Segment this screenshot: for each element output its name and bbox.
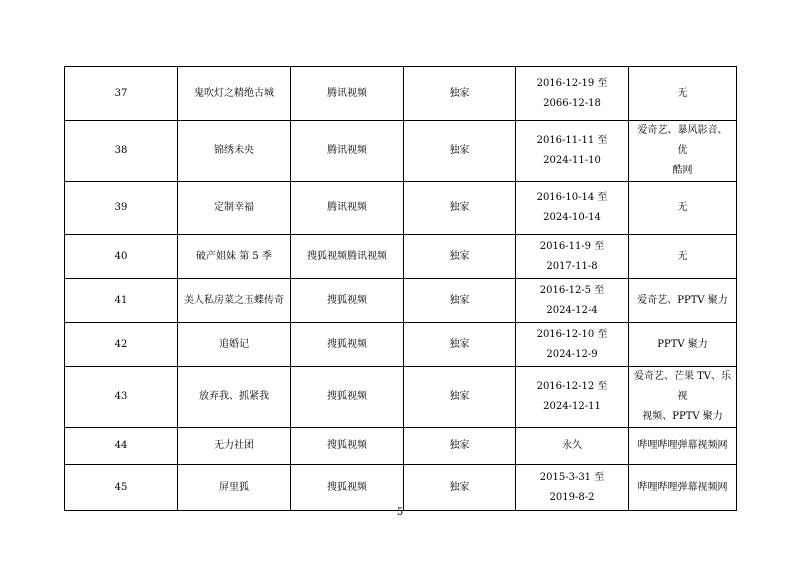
table-row bbox=[65, 182, 737, 235]
cell-license: 独家 bbox=[404, 235, 516, 279]
period-line: 2016-11-11 至 bbox=[536, 135, 608, 146]
cell-period bbox=[516, 465, 629, 511]
cell-no: 45 bbox=[65, 465, 178, 511]
cell-title: 鬼吹灯之精绝古城 bbox=[178, 67, 291, 121]
cell-period bbox=[516, 323, 629, 367]
table-row bbox=[65, 428, 737, 465]
cell-sublicense bbox=[629, 235, 737, 279]
cell-sublicense bbox=[629, 428, 737, 465]
cell-no: 40 bbox=[65, 235, 178, 279]
cell-platform: 搜狐视频 bbox=[291, 428, 404, 465]
period-line: 2024-12-4 bbox=[546, 304, 598, 316]
period-line: 2016-12-5 至 bbox=[539, 284, 605, 296]
sublicense-line: 无 bbox=[677, 250, 688, 262]
period-line: 2019-8-2 bbox=[549, 491, 595, 503]
period-line: 2015-3-31 至 bbox=[539, 471, 605, 483]
cell-sublicense bbox=[629, 465, 737, 511]
table-row bbox=[65, 323, 737, 367]
cell-platform: 腾讯视频 bbox=[291, 67, 404, 121]
cell-license: 独家 bbox=[404, 428, 516, 465]
cell-title: 美人私房菜之玉蝶传奇 bbox=[178, 279, 291, 323]
cell-title: 破产姐妹 第 5 季 bbox=[178, 235, 291, 279]
sublicense-line: 酷网 bbox=[672, 165, 693, 176]
period-line: 2024-10-14 bbox=[543, 212, 601, 223]
cell-license: 独家 bbox=[404, 465, 516, 511]
cell-title: 屏里狐 bbox=[178, 465, 291, 511]
period-line: 2024-12-11 bbox=[543, 401, 601, 412]
sublicense-line: PPTV 聚力 bbox=[657, 338, 708, 350]
cell-platform: 腾讯视频 bbox=[291, 182, 404, 235]
cell-no: 42 bbox=[65, 323, 178, 367]
period-line: 永久 bbox=[562, 440, 582, 451]
cell-sublicense bbox=[629, 367, 737, 428]
cell-platform: 搜狐视频 bbox=[291, 367, 404, 428]
cell-sublicense bbox=[629, 67, 737, 121]
cell-no: 43 bbox=[65, 367, 178, 428]
cell-platform: 搜狐视频 bbox=[291, 279, 404, 323]
cell-period bbox=[516, 235, 629, 279]
cell-sublicense bbox=[629, 121, 737, 182]
cell-no: 37 bbox=[65, 67, 178, 121]
table-row bbox=[65, 279, 737, 323]
cell-platform: 搜狐视频 bbox=[291, 323, 404, 367]
license-table bbox=[64, 66, 737, 511]
period-line: 2024-11-10 bbox=[543, 155, 601, 166]
sublicense-line: 爱奇艺、PPTV 聚力 bbox=[637, 294, 728, 306]
period-line: 2016-12-19 至 bbox=[536, 77, 608, 89]
period-line: 2016-12-12 至 bbox=[536, 381, 608, 392]
cell-license: 独家 bbox=[404, 182, 516, 235]
period-line: 2016-10-14 至 bbox=[536, 192, 608, 203]
cell-license: 独家 bbox=[404, 121, 516, 182]
period-line: 2016-12-10 至 bbox=[536, 328, 608, 340]
sublicense-line: 视频、PPTV 聚力 bbox=[642, 411, 723, 422]
cell-sublicense bbox=[629, 182, 737, 235]
table-row bbox=[65, 465, 737, 511]
sublicense-line: 无 bbox=[677, 202, 688, 213]
table-row bbox=[65, 367, 737, 428]
cell-no: 41 bbox=[65, 279, 178, 323]
cell-period bbox=[516, 121, 629, 182]
period-line: 2024-12-9 bbox=[546, 348, 598, 360]
sublicense-line: 爱奇艺、暴风影音、优 bbox=[637, 125, 728, 156]
cell-title: 定制幸福 bbox=[178, 182, 291, 235]
cell-period bbox=[516, 182, 629, 235]
table-row bbox=[65, 235, 737, 279]
cell-no: 38 bbox=[65, 121, 178, 182]
cell-period bbox=[516, 428, 629, 465]
sublicense-line: 无 bbox=[677, 87, 688, 99]
period-line: 2016-11-9 至 bbox=[539, 240, 605, 252]
period-line: 2066-12-18 bbox=[543, 97, 601, 109]
cell-platform: 搜狐视频 bbox=[291, 465, 404, 511]
cell-platform: 腾讯视频 bbox=[291, 121, 404, 182]
cell-sublicense bbox=[629, 279, 737, 323]
cell-no: 39 bbox=[65, 182, 178, 235]
page-number: 5 bbox=[396, 507, 404, 518]
sublicense-line: 哔哩哔哩弹幕视频网 bbox=[637, 440, 728, 451]
cell-license: 独家 bbox=[404, 367, 516, 428]
table-row bbox=[65, 121, 737, 182]
cell-period bbox=[516, 367, 629, 428]
cell-title: 无力社团 bbox=[178, 428, 291, 465]
cell-license: 独家 bbox=[404, 323, 516, 367]
cell-title: 追婚记 bbox=[178, 323, 291, 367]
period-line: 2017-11-8 bbox=[546, 260, 598, 272]
cell-period bbox=[516, 279, 629, 323]
cell-platform: 搜狐视频腾讯视频 bbox=[291, 235, 404, 279]
cell-license: 独家 bbox=[404, 279, 516, 323]
cell-sublicense bbox=[629, 323, 737, 367]
table-row bbox=[65, 67, 737, 121]
cell-no: 44 bbox=[65, 428, 178, 465]
sublicense-line: 爱奇艺、芒果 TV、乐视 bbox=[633, 371, 732, 402]
cell-title: 锦绣未央 bbox=[178, 121, 291, 182]
cell-period bbox=[516, 67, 629, 121]
sublicense-line: 哔哩哔哩弹幕视频网 bbox=[637, 481, 728, 493]
cell-license: 独家 bbox=[404, 67, 516, 121]
cell-title: 放弃我、抓紧我 bbox=[178, 367, 291, 428]
